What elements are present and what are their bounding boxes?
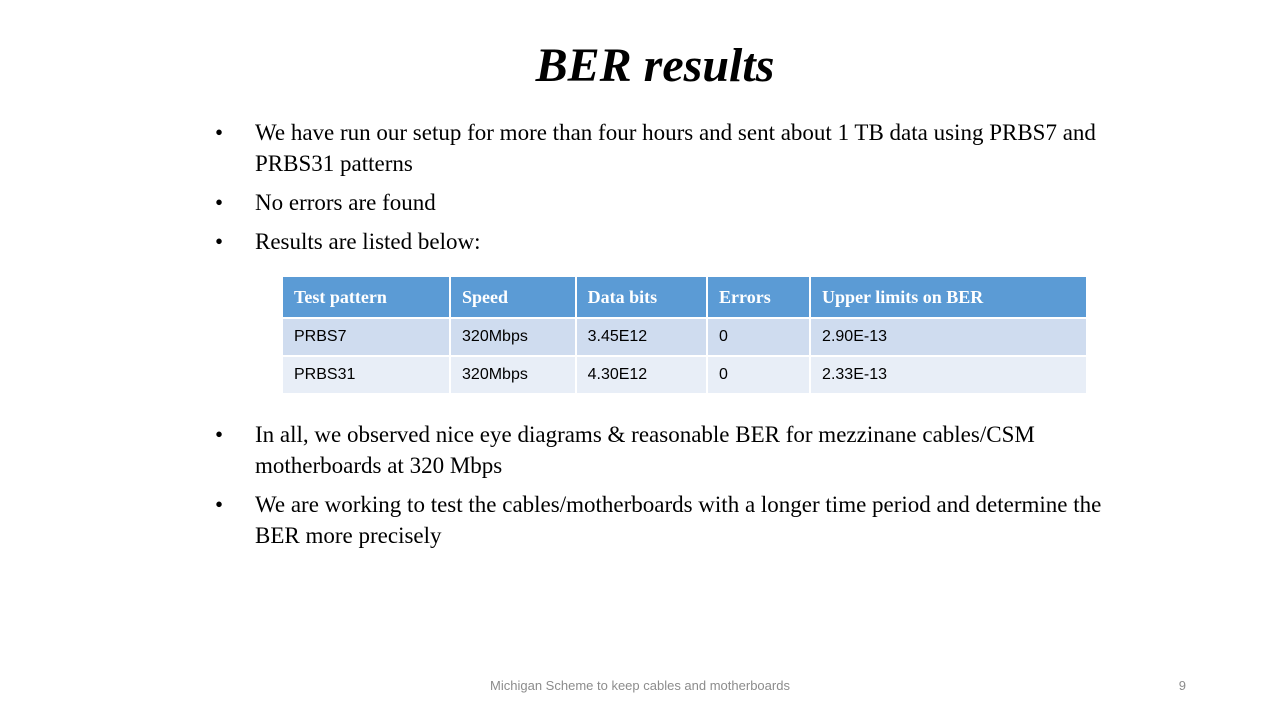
- table-cell: 3.45E12: [576, 318, 707, 356]
- table-row: [283, 318, 1086, 356]
- table-cell: 320Mbps: [450, 318, 576, 356]
- bullet-item: • No errors are found: [215, 187, 1115, 218]
- table-row: [283, 356, 1086, 394]
- page-number: 9: [1178, 678, 1186, 693]
- table-cell: 2.90E-13: [810, 318, 1086, 356]
- bullet-item: • We have run our setup for more than four hours and sent about 1 TB data using PRBS7 and PRBS31 patterns: [215, 117, 1115, 179]
- column-header: Test pattern: [283, 277, 450, 318]
- table-cell: 4.30E12: [576, 356, 707, 394]
- column-header: Data bits: [576, 277, 707, 318]
- column-header: Errors: [707, 277, 810, 318]
- table-cell: PRBS7: [283, 318, 450, 356]
- table-header-row: [283, 277, 1086, 318]
- table-cell: PRBS31: [283, 356, 450, 394]
- slide-title: BER results: [535, 39, 775, 92]
- table-cell: 2.33E-13: [810, 356, 1086, 394]
- column-header: Speed: [450, 277, 576, 318]
- bullet-item: • We are working to test the cables/motherboards with a longer time period and determine the BER more precisely: [215, 489, 1115, 551]
- slide-footer: Michigan Scheme to keep cables and motherboards: [490, 678, 790, 693]
- bullet-item: • In all, we observed nice eye diagrams & reasonable BER for mezzinane cables/CSM motherboards at 320 Mbps: [215, 419, 1115, 481]
- bullet-item: • Results are listed below:: [215, 226, 1115, 257]
- bullet-list-bottom: [215, 419, 1115, 559]
- ber-results-table: [283, 277, 1086, 395]
- column-header: Upper limits on BER: [810, 277, 1086, 318]
- table-cell: 0: [707, 356, 810, 394]
- table-cell: 0: [707, 318, 810, 356]
- table-cell: 320Mbps: [450, 356, 576, 394]
- bullet-list-top: [215, 117, 1115, 265]
